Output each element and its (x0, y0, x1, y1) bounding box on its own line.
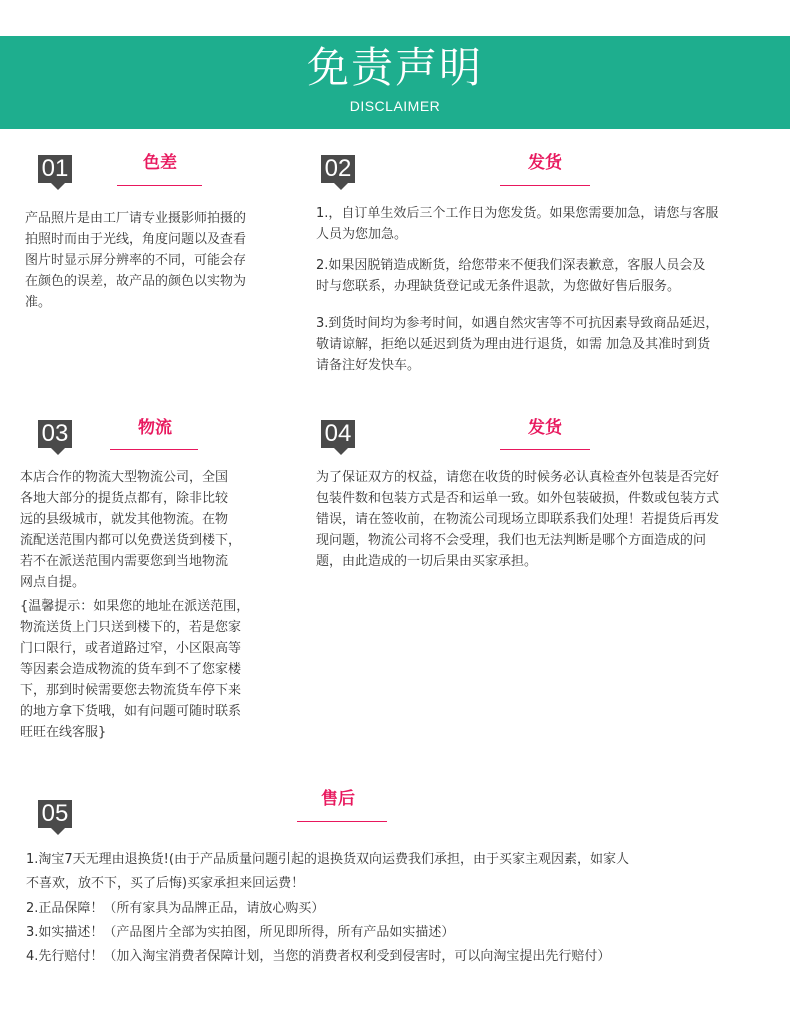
after-sales-line: 4.先行赔付！（加入淘宝消费者保障计划，当您的消费者权利受到侵害时，可以向淘宝提出先行赔付） (26, 949, 611, 964)
section-paragraph: 2.如果因脱销造成断货，给您带来不便我们深表歉意，客服人员会及 时与您联系，办理缺货登记或无条件退款，为您做好售后服务。 (316, 258, 706, 294)
page-subtitle: DISCLAIMER (349, 98, 441, 114)
after-sales-line: 1.淘宝7天无理由退换货!(由于产品质量问题引起的退换货双向运费我们承担，由于买家主观因素，如家人 (26, 852, 629, 867)
section-title: 售后 (321, 789, 355, 809)
after-sales-line: 不喜欢，放不下，买了后悔)买家承担来回运费！ (26, 876, 305, 891)
section-paragraph: 3.到货时间均为参考时间，如遇自然灾害等不可抗因素导致商品延迟， 敬请谅解，拒绝以延迟到货为理由进行退货，如需 加急及其准时到货 请备注好发快车。 (316, 316, 719, 373)
section-number-badge: 04 (321, 420, 355, 448)
section-paragraph: 1.，自订单生效后三个工作日为您发货。如果您需要加急，请您与客服 人员为您加急。 (316, 206, 719, 242)
section-title: 发货 (528, 418, 562, 438)
section-number-badge: 03 (38, 420, 72, 448)
section-underline (500, 449, 590, 450)
section-number-badge: 01 (38, 155, 72, 183)
section-title: 发货 (528, 153, 562, 173)
section-paragraph: 为了保证双方的权益，请您在收货的时候务必认真检查外包装是否完好 包装件数和包装方式是否和运单一致。如外包装破损，件数或包装方式 错误，请在签收前，在物流公司现场立即联系我们处理！若提货后再发 现问题，物流公司将不会受理，我们也无法判断是哪个方面造成的问 题，由此造成的一切后果由买家承担。 (316, 470, 720, 569)
section-underline (297, 821, 387, 822)
after-sales-line: 3.如实描述！（产品图片全部为实拍图，所见即所得，所有产品如实描述） (26, 925, 455, 940)
section-title: 物流 (138, 418, 172, 438)
page-title: 免责声明 (306, 43, 483, 92)
section-underline (117, 185, 202, 186)
section-paragraph: {温馨提示：如果您的地址在派送范围， 物流送货上门只送到楼下的，若是您家 门口限行，或者道路过窄，小区限高等 等因素会造成物流的货车到不了您家楼 下，那到时候需要您去物流货车停下来 的地方拿下货哦，如有问题可随时联系 旺旺在线客服} (20, 599, 250, 740)
after-sales-line: 2.正品保障！（所有家具为品牌正品，请放心购买） (26, 901, 325, 916)
top-whitespace (0, 0, 790, 36)
section-number-badge: 02 (321, 155, 355, 183)
section-paragraph: 产品照片是由工厂请专业摄影师拍摄的 拍照时而由于光线，角度问题以及查看 图片时显示屏分辨率的不同，可能会存 在颜色的误差，故产品的颜色以实物为 准。 (25, 211, 247, 310)
section-title: 色差 (143, 153, 177, 173)
section-underline (110, 449, 198, 450)
section-number-badge: 05 (38, 800, 72, 828)
section-paragraph: 本店合作的物流大型物流公司，全国 各地大部分的提货点都有，除非比较 远的县级城市，就发其他物流。在物 流配送范围内都可以免费送货到楼下， 若不在派送范围内需要您到当地物流 网点自提。 (20, 470, 242, 590)
disclaimer-banner (0, 36, 790, 129)
section-underline (500, 185, 590, 186)
